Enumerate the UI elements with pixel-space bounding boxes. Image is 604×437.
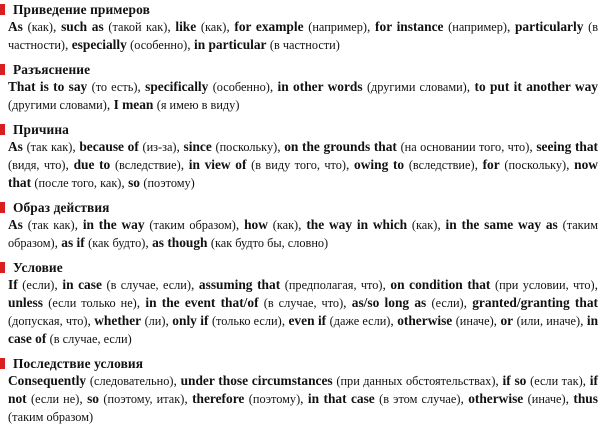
phrase-separator: , [145,235,153,250]
phrase-translation: (таким образом) [8,218,599,250]
phrase-term: on the grounds that [284,139,397,154]
phrase-term: even if [288,313,327,328]
phrase-separator: , [235,217,245,232]
phrase-translation: (таким образом) [8,410,94,424]
phrase-term: especially [71,37,127,52]
phrase-term: unless [8,295,43,310]
phrase-term: As [8,139,23,154]
phrase-separator: , [466,79,475,94]
phrase-separator: , [460,391,469,406]
phrase-translation: (следовательно) [89,374,174,388]
phrase-term: as though [152,235,208,250]
phrase-separator: , [87,313,95,328]
phrase-term: whether [94,313,142,328]
phrase-translation: (другими словами) [366,80,467,94]
phrase-term: If [8,277,18,292]
phrase-translation: (вследствие) [114,158,181,172]
phrase-translation: (вследствие) [408,158,475,172]
phrase-separator: , [298,217,307,232]
phrase-term: so [87,391,99,406]
phrase-term: otherwise [468,391,524,406]
phrase-separator: , [495,373,503,388]
phrase-separator: , [343,295,352,310]
phrase-term: if so [502,373,527,388]
red-bullet-marker [0,124,5,135]
phrase-term: the way in which [306,217,408,232]
phrase-separator: , [187,37,194,52]
section [8,199,598,252]
phrase-term: granted/granting that [472,295,598,310]
section-body [8,216,598,252]
phrase-term: only if [172,313,209,328]
phrase-translation: (поэтому, итак) [103,392,185,406]
phrase-translation: (как будто бы, словно) [210,236,329,250]
phrase-term: on condition that [390,277,491,292]
phrase-term: specifically [145,79,209,94]
phrase-term: therefore [192,391,245,406]
section-body [8,276,598,348]
phrase-term: under those circumstances [180,373,333,388]
phrase-separator: , [300,391,308,406]
phrase-term: That is to say [8,79,88,94]
phrase-term: since [183,139,212,154]
phrase-separator: , [72,139,80,154]
phrase-separator: , [226,19,235,34]
phrase-separator: , [173,373,181,388]
section-heading [8,259,598,276]
phrase-term: in other words [277,79,363,94]
red-bullet-marker [0,64,5,75]
phrase-translation: (если) [22,278,55,292]
phrase-term: if not [8,373,598,406]
phrase-term: in that case [307,391,375,406]
phrase-translation: (при данных обстоятельствах) [336,374,496,388]
phrase-term: in view of [188,157,247,172]
section-heading [8,121,598,138]
phrase-term: Consequently [8,373,87,388]
phrase-term: particularly [514,19,584,34]
phrase-translation: (такой как) [108,20,168,34]
phrase-translation: (в случае, если) [49,332,132,346]
phrase-term: now that [8,157,598,190]
phrase-translation: (из-за) [142,140,177,154]
section-body [8,138,598,192]
phrase-separator: , [137,79,146,94]
phrase-translation: (таким образом) [149,218,236,232]
phrase-translation: (поскольку) [215,140,278,154]
phrase-translation: (например) [448,20,507,34]
phrase-term: for example [234,19,304,34]
phrase-translation: (особенно) [130,38,188,52]
phrase-separator: , [269,79,278,94]
phrase-separator: , [74,217,83,232]
section [8,61,598,114]
phrase-term: how [244,217,268,232]
phrase-translation: (в частности) [269,38,340,52]
phrase-separator: , [281,313,289,328]
section [8,355,598,426]
phrase-translation: (я имею в виду) [156,98,240,112]
phrase-separator: , [382,277,391,292]
phrase-term: to put it another way [474,79,598,94]
phrase-separator: , [54,235,62,250]
section-title: Приведение примеров [13,2,150,17]
phrase-term: in case of [8,313,599,346]
phrase-translation: (ли) [144,314,166,328]
section-title: Разъяснение [13,62,91,77]
phrase-separator: , [594,277,598,292]
phrase-term: or [500,313,514,328]
phrase-separator: , [506,19,515,34]
phrase-term: due to [73,157,111,172]
phrase-translation: (или, иначе) [516,314,581,328]
phrase-separator: , [367,19,376,34]
phrase-term: as if [61,235,85,250]
phrase-translation: (в случае, что) [263,296,344,310]
phrase-separator: , [474,157,483,172]
phrase-translation: (то есть) [91,80,138,94]
phrase-term: assuming that [198,277,281,292]
phrase-translation: (особенно) [212,80,270,94]
phrase-translation: (при условии, что) [494,278,595,292]
phrase-term: owing to [354,157,405,172]
phrase-translation: (предполагая, что) [284,278,383,292]
phrase-translation: (в этом случае) [379,392,461,406]
phrase-translation: (поскольку) [504,158,567,172]
phrase-translation: (после того, как) [34,176,122,190]
phrase-term: in case [62,277,102,292]
phrase-translation: (в виду того, что) [251,158,347,172]
phrase-separator: , [565,391,574,406]
phrase-translation: (если не) [31,392,80,406]
section-heading [8,199,598,216]
phrase-translation: (даже если) [329,314,391,328]
phrase-translation: (как) [27,20,54,34]
phrase-term: so [128,175,141,190]
phrase-translation: (допуская, что) [8,314,88,328]
phrase-translation: (как будто) [88,236,146,250]
phrase-term: otherwise [397,313,453,328]
phrase-separator: , [165,313,173,328]
phrase-translation: (другими словами) [8,98,107,112]
section-title: Последствие условия [13,356,144,371]
phrase-separator: , [180,157,189,172]
section-body [8,372,598,426]
phrase-translation: (поэтому) [248,392,301,406]
phrase-translation: (видя, что) [8,158,66,172]
phrase-separator: , [176,139,184,154]
red-bullet-marker [0,202,5,213]
phrase-separator: , [106,97,114,112]
phrase-separator: , [529,139,537,154]
section [8,121,598,192]
phrase-separator: , [277,139,285,154]
phrase-separator: , [65,37,72,52]
phrase-translation: (поэтому) [143,176,195,190]
phrase-translation: (если так) [530,374,583,388]
section [8,259,598,348]
phrase-separator: , [437,217,446,232]
red-bullet-marker [0,262,5,273]
phrase-translation: (например) [308,20,367,34]
phrase-term: in the same way as [445,217,558,232]
phrase-translation: (как) [272,218,299,232]
phrase-separator: , [390,313,398,328]
section-title: Причина [13,122,69,137]
phrase-translation: (только если) [211,314,282,328]
section-heading [8,61,598,78]
phrase-translation: (в случае, если) [106,278,191,292]
phrase-separator: , [167,19,176,34]
phrase-term: in the way [82,217,145,232]
phrase-separator: , [566,157,575,172]
phrase-term: As [8,217,23,232]
phrase-translation: (в частности) [8,20,599,52]
red-bullet-marker [0,358,5,369]
phrase-separator: , [136,295,146,310]
section-heading [8,1,598,18]
phrase-translation: (иначе) [455,314,494,328]
phrase-separator: , [463,295,473,310]
phrase-translation: (если) [431,296,464,310]
phrase-term: thus [573,391,598,406]
phrase-separator: , [346,157,355,172]
phrase-term: like [175,19,197,34]
phrase-term: seeing that [536,139,599,154]
phrase-separator: , [190,277,199,292]
phrase-translation: (если только не) [48,296,137,310]
phrase-translation: (на основании того, что) [400,140,530,154]
phrase-separator: , [582,373,590,388]
section [8,1,598,54]
phrase-separator: , [65,157,74,172]
phrase-term: because of [79,139,139,154]
phrase-term: As [8,19,23,34]
phrase-translation: (так как) [27,218,75,232]
phrase-term: as/so long as [351,295,427,310]
section-body [8,78,598,114]
phrase-separator: , [53,19,62,34]
phrase-separator: , [580,313,587,328]
phrase-separator: , [79,391,88,406]
phrase-term: in the event that/of [145,295,259,310]
phrase-separator: , [54,277,63,292]
phrase-term: such as [61,19,104,34]
phrase-term: for [482,157,500,172]
phrase-translation: (как) [200,20,227,34]
section-body [8,18,598,54]
phrase-translation: (как) [411,218,438,232]
red-bullet-marker [0,4,5,15]
phrase-separator: , [184,391,193,406]
section-heading [8,355,598,372]
phrase-separator: , [493,313,501,328]
phrase-term: for instance [375,19,444,34]
phrase-term: I mean [113,97,154,112]
phrase-separator: , [121,175,129,190]
section-title: Образ действия [13,200,110,215]
phrase-term: in particular [193,37,267,52]
phrase-translation: (так как) [26,140,73,154]
section-title: Условие [13,260,63,275]
phrase-translation: (иначе) [527,392,566,406]
